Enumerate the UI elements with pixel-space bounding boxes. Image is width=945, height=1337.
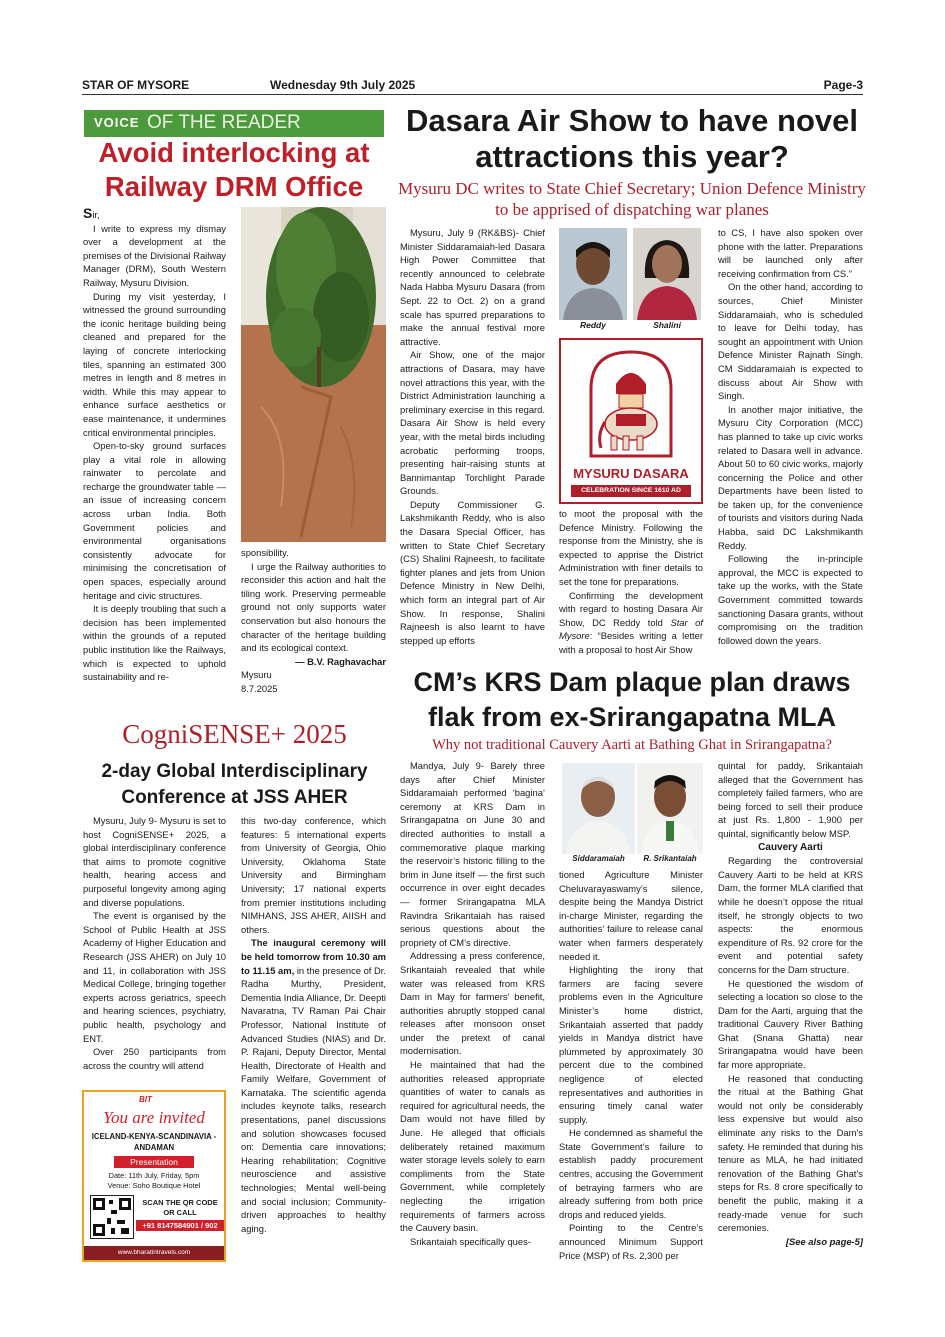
voice-continued: sponsibility.	[241, 547, 289, 558]
voice-column-1	[83, 207, 226, 684]
krs-paragraph: He maintained that had the authorities released appropriate quantities of water to canals as required for agricultural needs, the Dam would not have filled by June. He alleged that officials deliberately retained maximum water storage levels solely to earn compliments from the State Government, while completely neglecting the irrigation requirements of farmers across the Cauvery basin.	[400, 1059, 545, 1234]
ad-website: www.bharatintravels.com	[84, 1246, 224, 1260]
krs-paragraph: He questioned the wisdom of selecting a location so close to the Dam for the Aarti, arguing that the traditional Cauvery River Bathing Ghat (Snana Ghatta) near Srirangapatna would have been far more appropriate.	[718, 977, 863, 1071]
dasara-paragraph: Mysuru, July 9 (RK&BS)- Chief Minister Siddaramaiah-led Dasara High Power Committee that recently announced to celebrate Nada Habba Mysuru Dasara (from Sept. 22 to Oct. 2) on a grand scale has spurred preparations to make the annual festival more attractive.	[400, 227, 545, 347]
dasara-paragraph: In another major initiative, the Mysuru City Corporation (MCC) has planned to take up civic works related to Dasara well in advance. About 50 to 60 civic works, majorly concerning the Police and other Departments have been listed to be taken up, for the convenience of tourists and visitors during Nada Habba, said DC Lakshmikanth Reddy.	[718, 403, 863, 551]
voice-salutation: ir,	[92, 209, 100, 220]
ad-destinations: ICELAND-KENYA-SCANDINAVIA -ANDAMAN	[91, 1132, 217, 1152]
dasara-italic: Star of Mysore	[559, 616, 703, 642]
dasara-headline: Dasara Air Show to have novel attractions this year?	[406, 103, 858, 174]
header-rule	[82, 94, 863, 95]
logo-subtitle: CELEBRATION SINCE 1610 AD	[571, 485, 691, 497]
dasara-column-2	[559, 507, 703, 657]
shalini-caption: Shalini	[653, 320, 681, 330]
cognisense-paragraph: in the presence of Dr. Radha Murthy, President, Dementia India Alliance, Dr. Deepti Navaratna, TV Raman Pai Chair Professor, National Institute of Advanced Studies (NIAS) and Dr. P. Rajani, Deputy Director, Mental Health, Directorate of Health and Family Welfare, Government of Karnataka. The scientific agenda includes keynote talks, research presentations, panel discussions and solution showcases focused on: Dementia care innovations; Hearing rehabilitation; Cognitive neuroscience and assistive technologies; Mental well-being and social inclusion; Community-driven approaches to healthy aging.	[241, 964, 387, 1234]
cognisense-brand: CogniSENSE+ 2025	[122, 719, 347, 749]
voice-headline: Avoid interlocking at Railway DRM Office	[98, 137, 370, 202]
dasara-column-1	[400, 226, 545, 647]
drm-garden-photo	[241, 207, 386, 542]
newspaper-name: STAR OF MYSORE	[82, 78, 190, 92]
reddy-caption: Reddy	[580, 320, 606, 330]
krs-paragraph: Highlighting the irony that farmers are facing severe problems even in the Agriculture Minister’s home district, Srikantaiah asserted that paddy yields in Mandya district have plummeted by approximately 30 percent due to the combined negligence of elected representatives and authorities in ensuring timely canal water supply.	[559, 964, 703, 1125]
krs-subhead: Cauvery Aarti	[758, 841, 823, 853]
dasara-paragraph: On the other hand, according to sources, Chief Minister Siddaramaiah, who is scheduled to leave for Delhi today, has sought an appointment with Union Defence Minister Rajnath Singh. CM Siddaramaiah is expected to discuss about Air Show with Singh.	[718, 281, 863, 402]
elephant-howdah-icon	[561, 344, 701, 462]
voice-dropcap: S	[83, 205, 93, 221]
travel-ad	[82, 1090, 226, 1262]
garden-illustration	[241, 207, 386, 542]
dasara-paragraph: Air Show, one of the major attractions of Dasara, may have novel attractions this year, with the District Administration launching a preliminary exercise in this regard. Dasara Air Show is held every year, with the metal birds including acrobatic performing troops, presenting hair-raising stunts at Bannimantap Torchlight Parade Grounds.	[400, 349, 545, 497]
mysuru-dasara-logo	[559, 338, 703, 504]
voice-tag-bold: VOICE	[94, 115, 140, 130]
srikantaiah-caption: R. Srikantaiah	[643, 854, 697, 863]
voice-tag-rest: OF THE READER	[147, 112, 301, 133]
cognisense-column-1	[83, 814, 226, 1072]
dasara-column-3	[718, 226, 863, 647]
issue-date: Wednesday 9th July 2025	[270, 78, 416, 92]
krs-paragraph: He reasoned that conducting the ritual at the Bathing Ghat would not only be considerably less expensive but would also eliminate any risks to the Dam’s safety. He reminded that during his tenure as MLA, he had initiated renovation of the Bathing Ghat’s steps for Rs. 8 crore specifically to benefit the public, making it a ready-made venue for such ceremonies.	[718, 1072, 863, 1234]
ad-invited: You are invited	[103, 1108, 205, 1127]
voice-paragraph: During my visit yesterday, I witnessed the ground surrounding the iconic heritage building being cleaned and prepared for the laying of concrete interlocking tiles, spanning an estimated 300 metres in length and 8 metres in width. While this may appear to enhance surface aesthetics or ease maintenance, it undermines critical environmental principles.	[83, 290, 226, 438]
dasara-paragraph: Confirming the development with regard to hosting Dasara Air Show, DC Reddy told	[559, 589, 703, 628]
krs-paragraph: He condemned as shameful the State Government’s failure to establish paddy procurement centres, accusing the Government of betraying farmers who are already suffering from both price drops and reduced yields.	[559, 1127, 703, 1220]
voice-paragraph: I write to express my dismay over a development at the premises of the Divisional Railway Manager (DRM), South Western Railway, Mysuru Division.	[83, 222, 226, 288]
reddy-photo	[559, 228, 627, 320]
siddaramaiah-caption: Siddaramaiah	[572, 854, 625, 863]
ad-logo: BIT	[139, 1095, 152, 1104]
voice-place: Mysuru	[241, 669, 272, 681]
dasara-deck: Mysuru DC writes to State Chief Secretary; Union Defence Ministry to be apprised of dispatching war planes	[398, 179, 866, 220]
voice-signature: — B.V. Raghavachar	[295, 655, 386, 667]
siddaramaiah-photo	[562, 763, 635, 854]
voice-paragraph: It is deeply troubling that such a decision has been implemented within the grounds of a reputed public institution like the Railways, which is expected to uphold sustainability and re-	[83, 603, 226, 683]
ad-presentation-badge: Presentation	[114, 1156, 194, 1168]
krs-deck: Why not traditional Cauvery Aarti at Bathing Ghat in Srirangapatna?	[432, 737, 832, 753]
dasara-paragraph: to CS, I have also spoken over phone with the latter. Preparations will be launched only after receiving confirmation from CS.”	[718, 227, 863, 279]
krs-paragraph: quintal for paddy, Srikantaiah alleged that the Government has completely failed farmers, who are being forced to sell their produce at just Rs. 1,800 - 1,900 per quintal, significantly below MSP.	[718, 760, 863, 839]
qr-code-icon	[90, 1195, 134, 1239]
krs-paragraph: Addressing a press conference, Srikantaiah revealed that while water was released from KRS Dam in May for farmers’ benefit, authorities abruptly stopped canal releases after monsoon onset under the pretext of canal modernisation.	[400, 950, 545, 1057]
ad-venue: Venue: Soho Boutique Hotel	[107, 1181, 201, 1190]
voice-paragraph: Open-to-sky ground surfaces play a vital role in allowing rainwater to percolate and recharge the groundwater table — an issue of increasing concern across urban India. Both Government policies and environmental organisations consistently advocate for minimising the concretisation of open spaces, especially around heritage and civic structures.	[83, 440, 226, 601]
krs-paragraph: Regarding the controversial Cauvery Aarti to be held at KRS Dam, the former MLA clarified that while he doesn’t oppose the ritual itself, he strongly objects to two aspects: the enormous expenditure of Rs. 92 crore for the event and potential safety concerns for the Dam structure.	[718, 855, 863, 975]
ad-scan-text: SCAN THE QR CODE OR CALL	[142, 1198, 218, 1217]
krs-paragraph: Pointing to the Centre’s announced Minimum Support Price (MSP) of Rs. 2,300 per	[559, 1222, 703, 1261]
dasara-paragraph: : “Besides writing a letter with a proposal to host Air Show	[559, 630, 703, 655]
voice-letter-date: 8.7.2025	[241, 682, 278, 694]
voice-banner	[84, 110, 384, 137]
krs-paragraph: tioned Agriculture Minister Cheluvarayaswamy’s silence, despite being the Mandya District in-charge Minister, regarding the authorities’ failure to release canal water when farmers desperately needed it.	[559, 869, 703, 962]
cognisense-paragraph: The event is organised by the School of Public Health at JSS Academy of Higher Education and Research (JSS AHER) on July 10 and 11, in collaboration with JSS Medical College, bringing together experts across geriatrics, speech and hearing sciences, psychiatry, public health, psychology and ENT.	[83, 910, 226, 1044]
ad-date: Date: 11th July, Friday, 5pm	[108, 1171, 200, 1180]
see-also-link[interactable]: [See also page-5]	[785, 1235, 863, 1247]
voice-paragraph: I urge the Railway authorities to reconsider this action and halt the tiling work. Preserving permeable ground not only supports water conservation but also honours the character of the heritage building and its ecological context.	[241, 560, 386, 654]
krs-paragraph: Srikantaiah specifically ques-	[410, 1235, 531, 1247]
cognisense-paragraph: Mysuru, July 9- Mysuru is set to host CogniSENSE+ 2025, a global interdisciplinary conference that aims to promote cognitive health, hearing access and purposeful longevity among aging and diverse populations.	[83, 815, 226, 908]
krs-headline: CM’s KRS Dam plaque plan draws flak from ex-Srirangapatna MLA	[413, 667, 851, 732]
cognisense-headline: 2-day Global Interdisciplinary Conference at JSS AHER	[101, 761, 368, 808]
krs-paragraph: Mandya, July 9- Barely three days after Chief Minister Siddaramaiah performed ‘bagina’ ceremony at KRS Dam in Srirangapatna on June 30 and directed authorities to install a commemorative plaque marking the reservoir’s historic filling to the brim in June itself — the first such occurrence in over eight decades — former Srirangapatna MLA Ravindra Srikantaiah has raised serious questions about the propriety of CM’s directive.	[400, 760, 545, 948]
cognisense-paragraph: Over 250 participants from across the country will attend	[83, 1046, 226, 1071]
dasara-paragraph: Deputy Commissioner G. Lakshmikanth Reddy, who is also the Dasara Special Officer, has written to State Chief Secretary (CS) Shalini Rajneesh, to facilitate fighter planes and jets from Union Defence Ministry in New Delhi, which form an integral part of Air Show. In response, Shalini Rajneesh is also learnt to have stepped up efforts	[400, 498, 545, 646]
voice-column-2	[241, 546, 386, 696]
cognisense-bold-text: The inaugural ceremony will be held tomorrow from 10.30 am to 11.15 am,	[241, 937, 386, 976]
cognisense-paragraph: this two-day conference, which features: 5 international experts from University of Georgia, Ohio University, Oklahoma State University and Birmingham University; 17 national experts from premier institutions including NIMHANS, JSS AHER, AIISH and others.	[241, 815, 386, 935]
ad-phone: +91 8147584901 / 902	[136, 1220, 224, 1231]
cognisense-column-2	[241, 814, 386, 1235]
shalini-photo	[633, 228, 701, 320]
krs-column-2	[559, 868, 703, 1262]
dasara-paragraph: Following the in-principle approval, the MCC is expected to take up the works, with the State Government committed towards sanctioning Dasara grants, without compromising on the tradition followed down the years.	[718, 553, 863, 646]
srikantaiah-photo	[637, 763, 703, 854]
dasara-paragraph: to moot the proposal with the Defence Ministry. Following the response from the Ministry, she is expected to apprise the District Administration with finer details to set the tone for preparations.	[559, 508, 703, 587]
krs-column-3	[718, 759, 863, 1248]
page-number: Page-3	[823, 78, 863, 92]
logo-title: MYSURU DASARA	[573, 466, 689, 481]
krs-column-1	[400, 759, 545, 1248]
